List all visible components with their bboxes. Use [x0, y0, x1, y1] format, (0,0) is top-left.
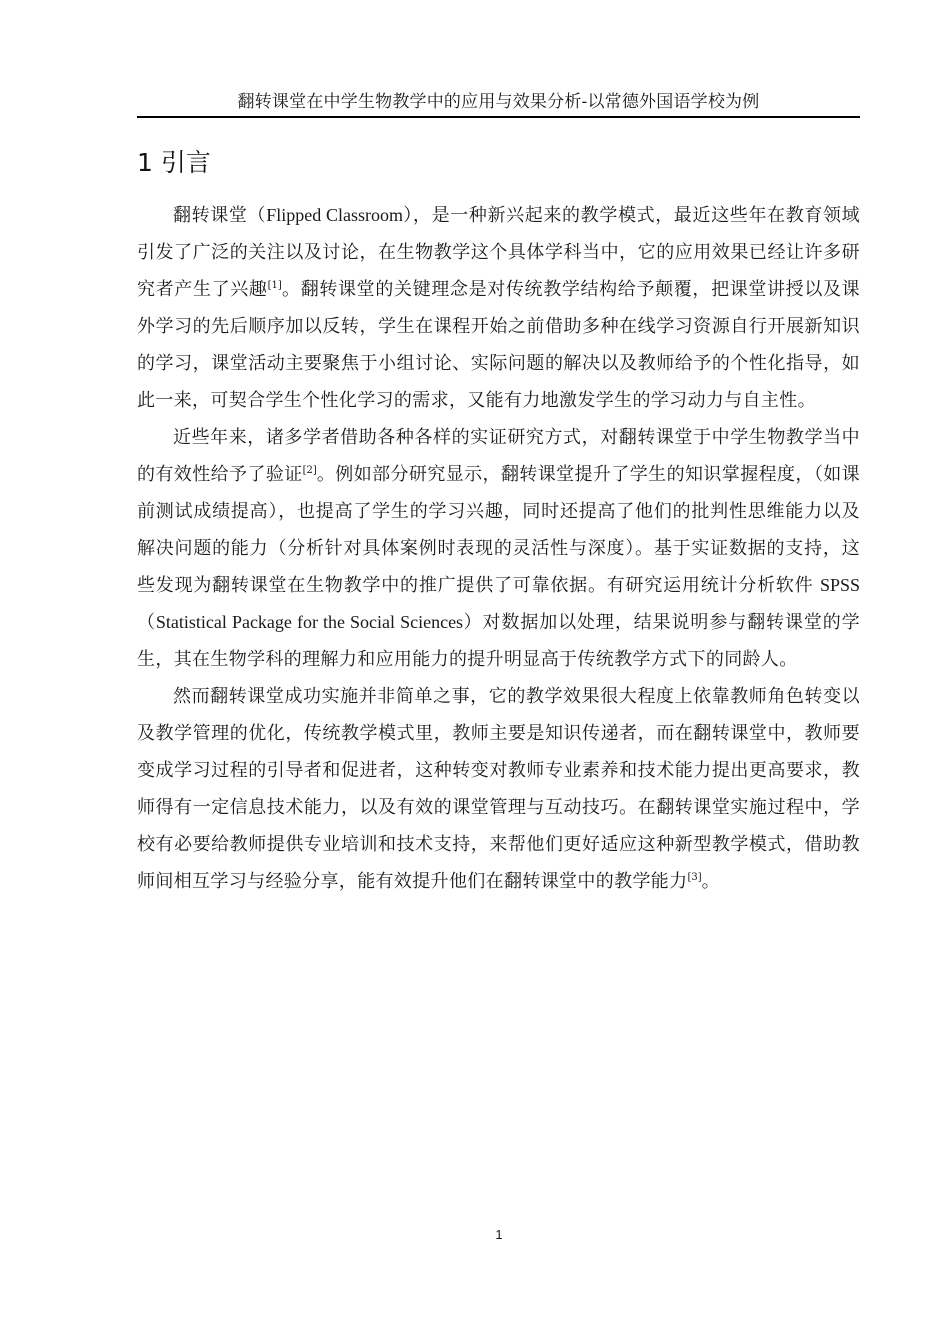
paragraph-3	[137, 678, 860, 900]
paragraph-1-text-c: 。翻转课堂的关键理念是对传统教学结构给予颠覆，把课堂讲授以及课外学习的先后顺序加以反转，学生在课程开始之前借助多种在线学习资源自行开展新知识的学习，课堂活动主要聚焦于小组讨论、实际问题的解决以及教师给予的个性化指导，如此一来，可契合学生个性化学习的需求，又能有力地激发学生的学习动力与自主性。	[137, 279, 860, 411]
paragraph-2-text-a: 近些年来，诸多学者借助各种各样的实证研究方式，对翻转课堂于中学生物教学当中的有效性给予了验证	[137, 427, 860, 485]
paragraph-1-text-a: 翻转课堂（	[173, 205, 267, 226]
citation-1: [1]	[267, 280, 282, 291]
citation-3: [3]	[687, 872, 702, 883]
paragraph-2-text-b: 。例如部分研究显示，翻转课堂提升了学生的知识掌握程度，（如课前测试成绩提高），也提高了学生的学习兴趣，同时还提高了他们的批判性思维能力以及解决问题的能力（分析针对具体案例时表现的灵活性与深度）。基于实证数据的支持，这些发现为翻转课堂在生物教学中的推广提供了可靠依据。有研究运用统计分析软件	[137, 464, 860, 596]
page-number: 1	[495, 1227, 503, 1242]
paragraph-3-text-b: 。	[701, 871, 721, 892]
section-title: 引言	[160, 148, 211, 177]
paragraph-2-text-d: ）对数据加以处理，结果说明参与翻转课堂的学生，其在生物学科的理解力和应用能力的提升明显高于传统教学方式下的同龄人。	[137, 612, 860, 670]
body-text	[137, 197, 860, 900]
paragraph-3-text-a: 然而翻转课堂成功实施并非简单之事，它的教学效果很大程度上依靠教师角色转变以及教学管理的优化，传统教学模式里，教师主要是知识传递者，而在翻转课堂中，教师要变成学习过程的引导者和促进者，这种转变对教师专业素养和技术能力提出更高要求，教师得有一定信息技术能力，以及有效的课堂管理与互动技巧。在翻转课堂实施过程中，学校有必要给教师提供专业培训和技术支持，来帮他们更好适应这种新型教学模式，借助教师间相互学习与经验分享，能有效提升他们在翻转课堂中的教学能力	[137, 686, 860, 892]
section-heading	[137, 146, 211, 180]
paragraph-2-term-spss-full: Statistical Package for the Social Sciences	[155, 612, 464, 632]
paragraph-2-term-spss: SPSS	[819, 575, 860, 595]
paragraph-2-text-c: （	[137, 612, 156, 633]
paragraph-1-text-b: ），是一种新兴起来的教学模式，最近这些年在教育领域引发了广泛的关注以及讨论，在生物教学这个具体学科当中，它的应用效果已经让许多研究者产生了兴趣	[137, 205, 860, 300]
citation-2: [2]	[302, 465, 317, 476]
paragraph-1-term-flipped-classroom: Flipped Classroom	[266, 205, 403, 225]
section-number: 1	[137, 148, 153, 177]
header-rule	[137, 116, 860, 118]
paragraph-2	[137, 419, 860, 678]
running-header: 翻转课堂在中学生物教学中的应用与效果分析-以常德外国语学校为例	[237, 92, 760, 112]
paragraph-1	[137, 197, 860, 419]
